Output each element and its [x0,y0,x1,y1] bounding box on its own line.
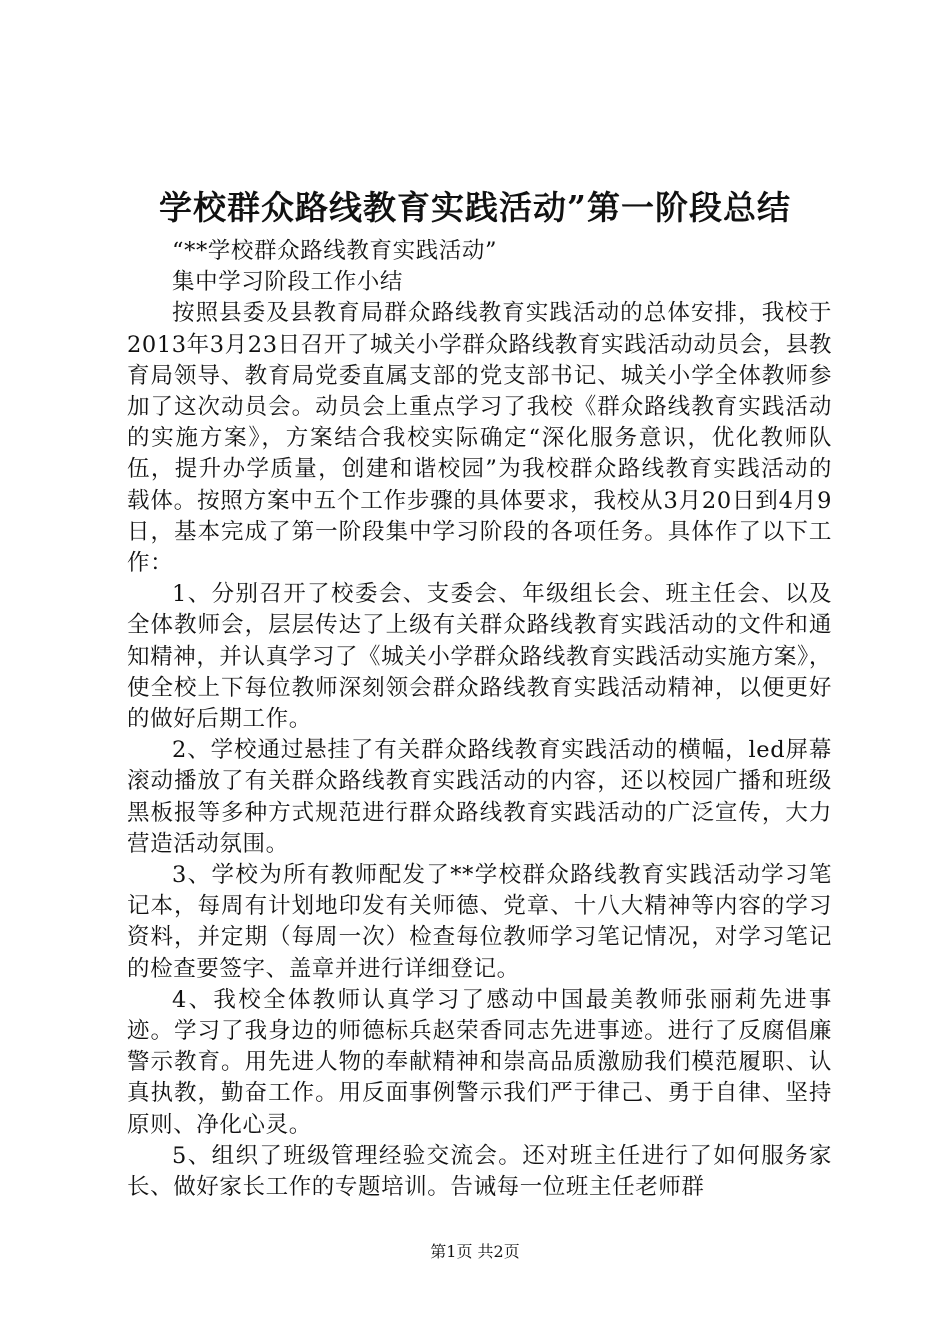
subheading-summary: 集中学习阶段工作小结 [172,269,404,296]
paragraph-item-1: 1、分别召开了校委会、支委会、年级组长会、班主任会、以及全体教师会，层层传达了上级有关群众路线教育实践活动的文件和通知精神，并认真学习了《城关小学群众路线教育实践活动实施方案》，使全校上下每位教师深刻领会群众路线教育实践活动精神，以便更好的做好后期工作。 [127,581,832,733]
subheading-activity: “**学校群众路线教育实践活动” [172,238,498,264]
document-body [127,236,832,1203]
paragraph-item-5: 5、组织了班级管理经验交流会。还对班主任进行了如何服务家长、做好家长工作的专题培训。告诫每一位班主任老师群 [127,1142,832,1201]
page-footer: 第1页 共2页 [430,1242,520,1261]
paragraph-item-4: 4、我校全体教师认真学习了感动中国最美教师张丽莉先进事迹。学习了我身边的师德标兵赵荣香同志先进事迹。进行了反腐倡廉警示教育。用先进人物的奉献精神和崇高品质激励我们模范履职、认真执教，勤奋工作。用反面事例警示我们严于律己、勇于自律、坚持原则、净化心灵。 [127,986,832,1138]
paragraph-intro: 按照县委及县教育局群众路线教育实践活动的总体安排，我校于2013年3月23日召开了城关小学群众路线教育实践活动动员会，县教育局领导、教育局党委直属支部的党支部书记、城关小学全体教师参加了这次动员会。动员会上重点学习了我校《群众路线教育实践活动的实施方案》，方案结合我校实际确定“深化服务意识，优化教师队伍，提升办学质量，创建和谐校园”为我校群众路线教育实践活动的载体。按照方案中五个工作步骤的具体要求，我校从3月20日到4月9日，基本完成了第一阶段集中学习阶段的各项任务。具体作了以下工作： [127,300,833,577]
paragraph-item-2: 2、学校通过悬挂了有关群众路线教育实践活动的横幅，led屏幕滚动播放了有关群众路线教育实践活动的内容，还以校园广播和班级黑板报等多种方式规范进行群众路线教育实践活动的广泛宣传，大力营造活动氛围。 [127,737,832,857]
paragraph-item-3: 3、学校为所有教师配发了**学校群众路线教育实践活动学习笔记本，每周有计划地印发有关师德、党章、十八大精神等内容的学习资料，并定期（每周一次）检查每位教师学习笔记情况，对学习笔记的检查要签字、盖章并进行详细登记。 [127,862,832,982]
document-title: 学校群众路线教育实践活动”第一阶段总结 [159,188,791,227]
